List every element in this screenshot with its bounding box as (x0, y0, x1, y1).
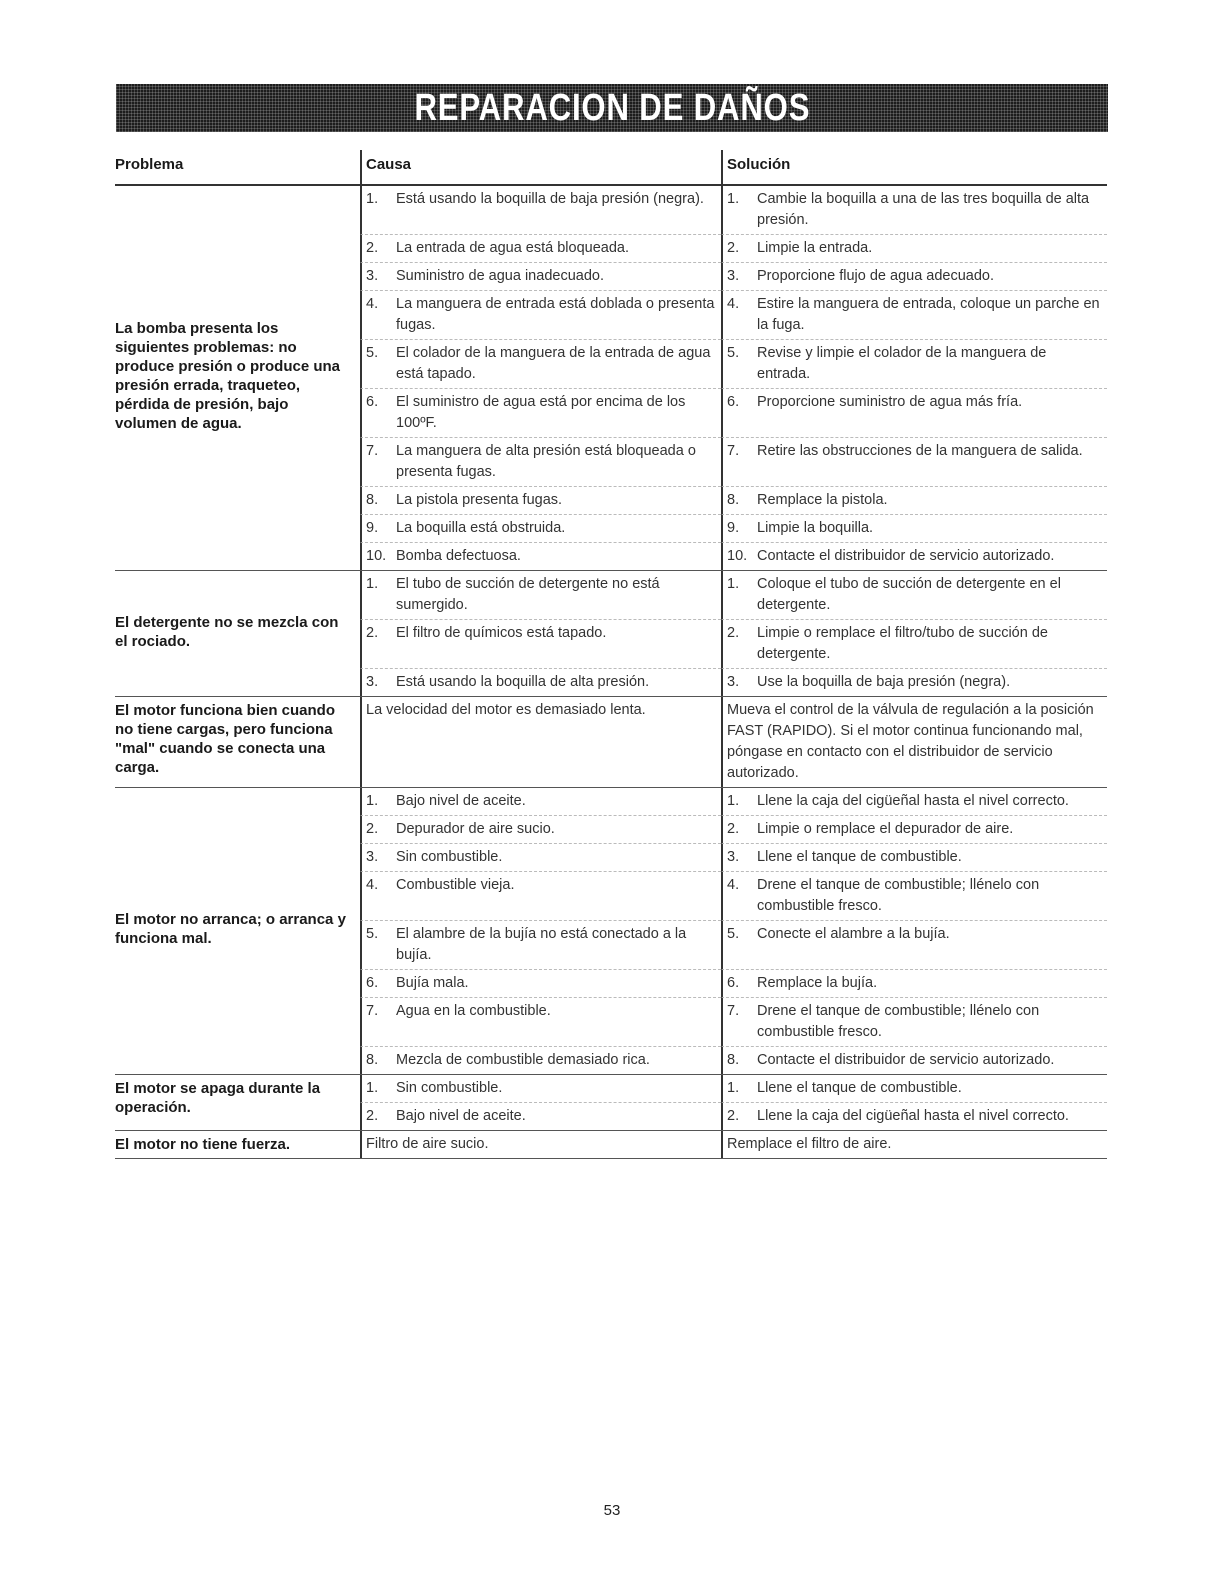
solution-number: 7. (727, 1003, 740, 1019)
solution-text: Limpie o remplace el filtro/tubo de succión de detergente. (757, 625, 1048, 662)
cause-number: 8. (366, 1052, 379, 1068)
solution-cell (721, 872, 1107, 921)
cause-text: La entrada de agua está bloqueada. (396, 240, 630, 256)
solution-number: 4. (727, 877, 740, 893)
table-header (115, 150, 1107, 186)
solution-text: Proporcione flujo de agua adecuado. (757, 268, 995, 284)
cause-cell (360, 186, 721, 235)
cause-text: Mezcla de combustible demasiado rica. (396, 1052, 650, 1068)
cause-cell (360, 1131, 721, 1158)
cause-number: 1. (366, 576, 379, 592)
problem-group (115, 788, 1107, 1075)
page-title: REPARACION DE DAÑOS (414, 86, 810, 129)
cause-cell (360, 1075, 721, 1103)
cause-text: Combustible vieja. (396, 877, 515, 893)
cause-text: El colador de la manguera de la entrada de agua está tapado. (396, 345, 711, 382)
solution-cell (721, 340, 1107, 389)
cause-number: 7. (366, 443, 379, 459)
cause-text: Sin combustible. (396, 849, 503, 865)
solution-text: Proporcione suministro de agua más fría. (757, 394, 1023, 410)
solution-text: Retire las obstrucciones de la manguera de salida. (757, 443, 1083, 459)
solution-text: Llene la caja del cigüeñal hasta el nivel correcto. (757, 793, 1069, 809)
solution-cell (721, 697, 1107, 787)
cause-text: El suministro de agua está por encima de los 100ºF. (396, 394, 686, 431)
cause-number: 2. (366, 1108, 379, 1124)
solution-cell (721, 571, 1107, 620)
solution-number: 8. (727, 1052, 740, 1068)
cause-number: 8. (366, 492, 379, 508)
problem-text: El motor funciona bien cuando no tiene cargas, pero funciona "mal" cuando se conecta una carga. (115, 702, 336, 776)
cause-cell (360, 669, 721, 696)
solution-text: Conecte el alambre a la bujía. (757, 926, 950, 942)
solution-cell (721, 1075, 1107, 1103)
solution-cell (721, 543, 1107, 570)
solution-cell (721, 970, 1107, 998)
solution-cell (721, 921, 1107, 970)
solution-number: 8. (727, 492, 740, 508)
cause-cell (360, 515, 721, 543)
solution-text: Estire la manguera de entrada, coloque un parche en la fuga. (757, 296, 1100, 333)
cause-number: 6. (366, 975, 379, 991)
solution-cell (721, 487, 1107, 515)
cause-number: 10. (366, 548, 387, 564)
solution-text: Cambie la boquilla a una de las tres boquilla de alta presión. (757, 191, 1090, 228)
solution-text: Remplace la pistola. (757, 492, 888, 508)
cause-text: El filtro de químicos está tapado. (396, 625, 607, 641)
cause-number: 9. (366, 520, 379, 536)
solution-text: Limpie la boquilla. (757, 520, 874, 536)
header-solution: Solución (721, 150, 1107, 184)
cause-cell (360, 697, 721, 787)
cause-number: 2. (366, 625, 379, 641)
cause-text: Sin combustible. (396, 1080, 503, 1096)
solution-cell (721, 1131, 1107, 1158)
cause-number: 3. (366, 268, 379, 284)
solution-cell (721, 844, 1107, 872)
solution-number: 4. (727, 296, 740, 312)
solution-text: Coloque el tubo de succión de detergente en el detergente. (757, 576, 1061, 613)
cause-cell (360, 970, 721, 998)
solution-number: 1. (727, 793, 740, 809)
solution-cell (721, 438, 1107, 487)
cause-cell (360, 620, 721, 669)
solution-text: Llene el tanque de combustible. (757, 1080, 962, 1096)
solution-number: 2. (727, 1108, 740, 1124)
page-number: 53 (603, 1502, 621, 1519)
problem-text: El detergente no se mezcla con el rociado. (115, 613, 339, 650)
solution-number: 2. (727, 625, 740, 641)
cause-cell (360, 263, 721, 291)
cause-cell (360, 389, 721, 438)
cause-number: 1. (366, 793, 379, 809)
cause-number: 6. (366, 394, 379, 410)
cause-number: 4. (366, 296, 379, 312)
solution-cell (721, 816, 1107, 844)
cause-number: 7. (366, 1003, 379, 1019)
cause-text: Suministro de agua inadecuado. (396, 268, 604, 284)
header-cause: Causa (360, 150, 721, 184)
cause-text: Bajo nivel de aceite. (396, 793, 526, 809)
solution-number: 1. (727, 576, 740, 592)
solution-text: Mueva el control de la válvula de regulación a la posición FAST (RAPIDO). Si el motor continua funcionando mal, póngase en contacto con el distribuidor de servicio autorizado. (727, 702, 1094, 781)
solution-number: 3. (727, 674, 740, 690)
cause-number: 2. (366, 821, 379, 837)
solution-number: 6. (727, 975, 740, 991)
header-problem: Problema (115, 156, 184, 173)
problem-text: El motor no arranca; o arranca y funciona mal. (115, 911, 346, 947)
cause-cell (360, 872, 721, 921)
solution-cell (721, 1103, 1107, 1130)
solution-text: Remplace la bujía. (757, 975, 878, 991)
cause-cell (360, 235, 721, 263)
cause-text: Está usando la boquilla de alta presión. (396, 674, 650, 690)
cause-text: El alambre de la bujía no está conectado a la bujía. (396, 926, 687, 963)
solution-number: 6. (727, 394, 740, 410)
solution-text: Remplace el filtro de aire. (727, 1136, 892, 1152)
solution-cell (721, 1047, 1107, 1074)
cause-cell (360, 1047, 721, 1074)
solution-cell (721, 235, 1107, 263)
cause-number: 2. (366, 240, 379, 256)
cause-cell (360, 844, 721, 872)
solution-number: 5. (727, 926, 740, 942)
cause-cell (360, 816, 721, 844)
solution-number: 7. (727, 443, 740, 459)
cause-number: 5. (366, 345, 379, 361)
cause-cell (360, 1103, 721, 1130)
solution-text: Llene la caja del cigüeñal hasta el nivel correcto. (757, 1108, 1069, 1124)
table-body (115, 186, 1107, 1159)
cause-text: La manguera de entrada está doblada o presenta fugas. (396, 296, 715, 333)
problem-group (115, 697, 1107, 788)
solution-number: 2. (727, 240, 740, 256)
problem-group (115, 571, 1107, 697)
solution-cell (721, 263, 1107, 291)
solution-number: 2. (727, 821, 740, 837)
cause-cell (360, 438, 721, 487)
cause-text: La manguera de alta presión está bloqueada o presenta fugas. (396, 443, 696, 480)
problem-text: El motor no tiene fuerza. (115, 1136, 291, 1153)
solution-cell (721, 788, 1107, 816)
solution-text: Llene el tanque de combustible. (757, 849, 962, 865)
cause-text: Bajo nivel de aceite. (396, 1108, 526, 1124)
cause-number: 1. (366, 1080, 379, 1096)
solution-number: 3. (727, 268, 740, 284)
cause-text: Agua en la combustible. (396, 1003, 551, 1019)
cause-number: 5. (366, 926, 379, 942)
cause-text: Bujía mala. (396, 975, 469, 991)
cause-text: La velocidad del motor es demasiado lenta. (366, 702, 646, 718)
solution-number: 5. (727, 345, 740, 361)
cause-cell (360, 291, 721, 340)
cause-cell (360, 543, 721, 570)
solution-text: Use la boquilla de baja presión (negra). (757, 674, 1011, 690)
solution-cell (721, 291, 1107, 340)
problem-text: El motor se apaga durante la operación. (115, 1080, 321, 1116)
problem-group (115, 1131, 1107, 1159)
cause-cell (360, 788, 721, 816)
cause-cell (360, 487, 721, 515)
problem-group (115, 1075, 1107, 1131)
solution-text: Limpie la entrada. (757, 240, 873, 256)
solution-text: Revise y limpie el colador de la manguera de entrada. (757, 345, 1047, 382)
troubleshooting-table (115, 150, 1107, 1159)
solution-number: 10. (727, 548, 748, 564)
solution-cell (721, 186, 1107, 235)
solution-number: 3. (727, 849, 740, 865)
cause-cell (360, 340, 721, 389)
cause-cell (360, 998, 721, 1047)
problem-text: La bomba presenta los siguientes problemas: no produce presión o produce una presión errada, traqueteo, pérdida de presión, bajo volumen de agua. (115, 320, 341, 432)
solution-cell (721, 669, 1107, 696)
cause-number: 3. (366, 849, 379, 865)
cause-text: Bomba defectuosa. (396, 548, 521, 564)
solution-text: Contacte el distribuidor de servicio autorizado. (757, 1052, 1055, 1068)
title-banner (116, 84, 1108, 132)
solution-number: 1. (727, 1080, 740, 1096)
problem-group (115, 186, 1107, 571)
cause-text: Filtro de aire sucio. (366, 1136, 489, 1152)
cause-text: Está usando la boquilla de baja presión (negra). (396, 191, 704, 207)
solution-number: 9. (727, 520, 740, 536)
solution-text: Limpie o remplace el depurador de aire. (757, 821, 1014, 837)
cause-text: El tubo de succión de detergente no está sumergido. (396, 576, 660, 613)
solution-cell (721, 620, 1107, 669)
cause-text: Depurador de aire sucio. (396, 821, 555, 837)
solution-text: Drene el tanque de combustible; llénelo con combustible fresco. (757, 877, 1040, 914)
solution-text: Drene el tanque de combustible; llénelo con combustible fresco. (757, 1003, 1040, 1040)
cause-number: 1. (366, 191, 379, 207)
solution-cell (721, 515, 1107, 543)
cause-cell (360, 921, 721, 970)
solution-number: 1. (727, 191, 740, 207)
solution-text: Contacte el distribuidor de servicio autorizado. (757, 548, 1055, 564)
cause-number: 4. (366, 877, 379, 893)
solution-cell (721, 998, 1107, 1047)
cause-number: 3. (366, 674, 379, 690)
cause-cell (360, 571, 721, 620)
solution-cell (721, 389, 1107, 438)
cause-text: La pistola presenta fugas. (396, 492, 563, 508)
cause-text: La boquilla está obstruida. (396, 520, 566, 536)
